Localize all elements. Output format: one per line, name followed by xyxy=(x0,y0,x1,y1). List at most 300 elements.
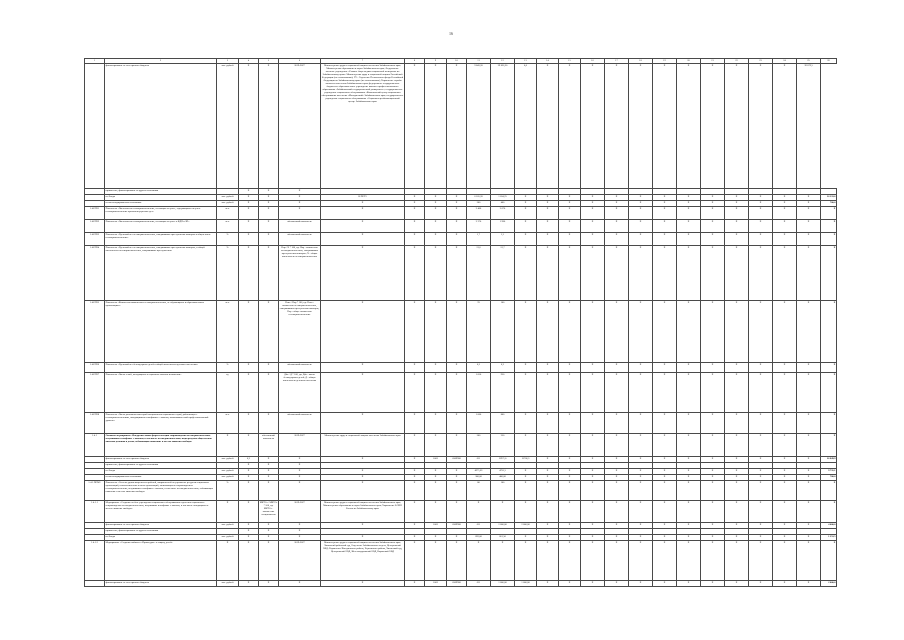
table-cell: Х xyxy=(559,195,581,201)
table-cell: Х xyxy=(425,246,447,301)
table-cell: Х xyxy=(559,535,581,541)
table-cell: 300 xyxy=(467,201,491,207)
table-cell: Х xyxy=(259,246,279,301)
table-cell: Х xyxy=(797,363,821,373)
table-cell: Х xyxy=(725,501,749,523)
table-cell: Х xyxy=(677,475,701,481)
table-cell: Х xyxy=(725,301,749,363)
table-cell: Х xyxy=(629,457,653,463)
table-cell xyxy=(85,64,105,189)
table-cell: Х xyxy=(581,195,605,201)
table-cell: Х xyxy=(321,201,405,207)
table-cell: привлечено, финансирование из других источников xyxy=(105,529,217,535)
table-cell: Х xyxy=(321,220,405,233)
table-cell: Х xyxy=(279,469,321,475)
table-cell: Х xyxy=(821,413,837,434)
table-cell: 250 xyxy=(491,434,515,457)
table-cell: Х xyxy=(773,581,797,587)
table-cell: Х xyxy=(515,233,537,246)
table-cell: Х xyxy=(537,481,559,501)
table-cell: Х xyxy=(239,189,259,195)
table-cell: Х xyxy=(629,535,653,541)
table-cell: Х xyxy=(515,195,537,201)
table-cell: Х xyxy=(515,220,537,233)
table-cell: Х xyxy=(653,457,677,463)
table-cell: 1 000 xyxy=(467,413,491,434)
table-cell: Х xyxy=(773,363,797,373)
table-cell: Х xyxy=(447,373,467,413)
table-cell: Х xyxy=(677,64,701,189)
table-cell: Х xyxy=(653,523,677,529)
table-cell: Х xyxy=(773,195,797,201)
table-cell: 800 xyxy=(491,413,515,434)
table-row xyxy=(85,413,837,434)
table-cell: Х xyxy=(447,301,467,363)
table-cell: 70 xyxy=(467,301,491,363)
column-number-cell: 20 xyxy=(677,59,701,64)
table-cell xyxy=(85,581,105,587)
table-cell: Х xyxy=(515,301,537,363)
program-table xyxy=(84,58,837,587)
column-number-cell: 15 xyxy=(559,59,581,64)
table-cell: финансирование за счет краевого бюджета xyxy=(105,457,217,463)
table-cell: Х xyxy=(701,207,725,220)
table-cell: Х xyxy=(405,434,425,457)
table-cell: Х xyxy=(677,413,701,434)
table-cell: 692,00 xyxy=(467,535,491,541)
table-cell: Х xyxy=(425,363,447,373)
table-cell: Х xyxy=(773,413,797,434)
table-cell: 2019-2027 xyxy=(279,64,321,189)
table-cell: Х xyxy=(797,469,821,475)
table-cell: Х xyxy=(515,481,537,501)
table-cell: Х xyxy=(629,195,653,201)
table-cell: 611 xyxy=(467,523,491,529)
table-cell: Х xyxy=(677,481,701,501)
table-cell: из Фонда xyxy=(105,195,217,201)
table-cell: Х xyxy=(259,233,279,246)
table-cell: Х xyxy=(653,233,677,246)
table-cell: Х xyxy=(725,233,749,246)
table-cell: Х xyxy=(605,535,629,541)
table-cell: Х xyxy=(279,189,321,195)
table-cell: Х xyxy=(821,220,837,233)
table-cell: Х xyxy=(701,469,725,475)
table-cell: Х xyxy=(725,195,749,201)
table-cell: Х xyxy=(467,541,491,581)
table-cell: Х xyxy=(797,475,821,481)
table-cell: Х xyxy=(773,523,797,529)
table-cell: тыс. рублей xyxy=(217,457,239,463)
table-cell: Х xyxy=(725,481,749,501)
table-cell: Х xyxy=(677,469,701,475)
table-cell: Х xyxy=(653,535,677,541)
table-cell: Х xyxy=(239,523,259,529)
table-row xyxy=(85,541,837,581)
table-cell: Х xyxy=(605,501,629,523)
table-cell: Х xyxy=(677,195,701,201)
table-cell: Х xyxy=(701,413,725,434)
table-cell: 1 000,00 xyxy=(491,581,515,587)
table-cell: чел. xyxy=(217,413,239,434)
table-cell: Х xyxy=(559,434,581,457)
table-cell: Х xyxy=(749,363,773,373)
table-cell: Х xyxy=(629,581,653,587)
table-row xyxy=(85,363,837,373)
column-number-cell: 1 xyxy=(85,59,105,64)
table-cell: Х xyxy=(677,201,701,207)
table-cell: Х xyxy=(701,535,725,541)
table-cell: Х xyxy=(749,501,773,523)
table-cell: 0309908 xyxy=(447,581,467,587)
table-cell: Х xyxy=(797,246,821,301)
table-cell: 2 070 xyxy=(491,207,515,220)
column-number-cell: 21 xyxy=(701,59,725,64)
table-cell: Х xyxy=(581,64,605,189)
table-row xyxy=(85,233,837,246)
table-cell: 16 133,6 xyxy=(821,195,837,201)
table-cell: Х xyxy=(425,434,447,457)
table-cell: Х xyxy=(821,246,837,301)
table-cell: 100 xyxy=(491,481,515,501)
table-cell: Х xyxy=(239,481,259,501)
table-cell: Х xyxy=(773,301,797,363)
table-cell: Х xyxy=(405,481,425,501)
table-cell: Х xyxy=(797,373,821,413)
table-cell: Х xyxy=(559,413,581,434)
table-cell: Х xyxy=(537,220,559,233)
table-cell: Х xyxy=(239,233,259,246)
table-cell: Х xyxy=(239,195,259,201)
table-cell: Х xyxy=(701,201,725,207)
table-cell: Х xyxy=(653,581,677,587)
table-cell: Х xyxy=(749,301,773,363)
table-cell: Х xyxy=(821,434,837,457)
table-cell: Х xyxy=(773,220,797,233)
table-cell: из Фонда xyxy=(105,535,217,541)
table-cell: Х xyxy=(259,189,279,195)
table-cell: ед. xyxy=(217,373,239,413)
table-cell: Х xyxy=(447,501,467,523)
table-cell: Х xyxy=(797,233,821,246)
table-cell: Х xyxy=(605,523,629,529)
table-cell: Х xyxy=(405,64,425,189)
table-cell: Х xyxy=(447,363,467,373)
column-number-cell: 13 xyxy=(515,59,537,64)
table-cell: Х xyxy=(749,581,773,587)
table-cell: Показатель «Количество выявленных несовершеннолетних, не обучающихся в образовательных организациях» xyxy=(105,301,217,363)
table-cell: 0309908 xyxy=(447,457,467,463)
table-cell: Х xyxy=(797,457,821,463)
table-cell: Х xyxy=(605,301,629,363)
table-cell: Х xyxy=(677,581,701,587)
table-cell: Х xyxy=(537,301,559,363)
table-cell: чел. xyxy=(217,301,239,363)
table-cell: Х xyxy=(605,373,629,413)
table-cell: Х xyxy=(425,201,447,207)
table-cell: Х xyxy=(821,301,837,363)
table-cell: Х xyxy=(725,457,749,463)
table-cell: Х xyxy=(605,581,629,587)
table-cell: Х xyxy=(629,469,653,475)
table-cell: Х xyxy=(653,195,677,201)
table-cell: финансирование за счет краевого бюджета xyxy=(105,581,217,587)
table-cell: Х xyxy=(321,246,405,301)
table-cell: Х xyxy=(629,301,653,363)
table-cell: Х xyxy=(653,201,677,207)
table-cell: 1 000,00 xyxy=(515,581,537,587)
table-cell: Х xyxy=(537,457,559,463)
table-cell: Х xyxy=(629,363,653,373)
table-cell: Х xyxy=(581,475,605,481)
table-cell: Х xyxy=(537,201,559,207)
table-cell: Х xyxy=(773,481,797,501)
table-cell: Х xyxy=(447,481,467,501)
table-cell: Х xyxy=(515,373,537,413)
table-cell: Х xyxy=(239,529,259,535)
table-cell: Х xyxy=(677,207,701,220)
table-cell: Х xyxy=(797,301,821,363)
table-cell: Х xyxy=(605,233,629,246)
table-row xyxy=(85,434,837,457)
table-cell: Х xyxy=(405,581,425,587)
table-cell: Х xyxy=(447,469,467,475)
table-cell: Х xyxy=(773,457,797,463)
table-cell: Х xyxy=(725,64,749,189)
column-number-cell: 6 xyxy=(279,59,321,64)
table-cell: Х xyxy=(629,220,653,233)
table-cell: Х xyxy=(559,246,581,301)
table-cell: Х xyxy=(405,501,425,523)
table-cell: 12971,0 xyxy=(491,457,515,463)
table-cell: Х xyxy=(239,246,259,301)
table-cell: Х xyxy=(749,195,773,201)
table-cell: % xyxy=(217,481,239,501)
table-cell: Х xyxy=(321,481,405,501)
table-cell: Х xyxy=(239,581,259,587)
table-cell: Х xyxy=(581,541,605,581)
table-cell: Х xyxy=(537,246,559,301)
column-number-cell: 8 xyxy=(405,59,425,64)
table-cell: Х xyxy=(259,457,279,463)
table-cell: Х xyxy=(581,469,605,475)
table-cell: Х xyxy=(467,501,491,523)
table-cell: 39 679,5 xyxy=(797,64,821,189)
table-cell: Х xyxy=(773,469,797,475)
table-cell: финансирование за счет краевого бюджета xyxy=(105,64,217,189)
table-cell: Х xyxy=(605,195,629,201)
table-cell: Х xyxy=(405,246,425,301)
table-cell: Х xyxy=(773,201,797,207)
table-cell: Х xyxy=(321,373,405,413)
table-cell: 2 000,00 xyxy=(515,523,537,529)
table-cell: Х xyxy=(537,469,559,475)
table-cell: Х xyxy=(581,434,605,457)
table-cell: Х xyxy=(653,413,677,434)
table-cell: Х xyxy=(629,233,653,246)
table-cell: 611 xyxy=(467,581,491,587)
table-cell: Х xyxy=(537,434,559,457)
table-cell: Х xyxy=(629,64,653,189)
table-cell: Х xyxy=(677,523,701,529)
table-cell: Х xyxy=(821,233,837,246)
table-cell: финансирование за счет краевого бюджета xyxy=(105,523,217,529)
table-cell: Х xyxy=(725,201,749,207)
table-cell: Х xyxy=(653,64,677,189)
table-cell: Х xyxy=(279,195,321,201)
column-number-cell: 11 xyxy=(467,59,491,64)
table-cell: Х xyxy=(605,469,629,475)
table-cell: Х xyxy=(447,64,467,189)
table-cell: 2 000,00 xyxy=(491,523,515,529)
table-cell: Х xyxy=(239,413,259,434)
column-number-cell: 18 xyxy=(629,59,653,64)
table-cell: Нпр / N * 100, где Нпр - количество несовершеннолетних, совершивших преступления повторно; N - общая численность несовершеннолетних xyxy=(279,246,321,301)
table-cell: Х xyxy=(447,207,467,220)
table-cell: Х xyxy=(749,373,773,413)
table-cell: 661,50 xyxy=(491,535,515,541)
table-cell: привлечено, финансирование из других источников xyxy=(105,189,217,195)
table-cell: 4975,63 xyxy=(467,469,491,475)
table-cell: Х xyxy=(259,541,279,581)
table-cell: 2 400 xyxy=(467,207,491,220)
table-cell: Х xyxy=(653,363,677,373)
table-cell: Нспо / Нчр * 100, где Нспо - количество несовершеннолетних, совершивших преступления повторно, Нчр - общее количество несовершеннолетних xyxy=(279,301,321,363)
table-cell: 2019-2027 xyxy=(279,541,321,581)
table-row xyxy=(85,501,837,523)
table-cell: Х xyxy=(653,301,677,363)
table-row xyxy=(85,246,837,301)
table-cell: Х xyxy=(797,220,821,233)
table-cell: Показатель «Численность несовершеннолетних, состоящих на учете, содержащихся на учете несовершеннолетних органов внутренних дел» xyxy=(105,207,217,220)
table-cell: Х xyxy=(259,363,279,373)
table-cell: Х xyxy=(259,373,279,413)
table-cell: Х xyxy=(559,207,581,220)
table-cell: тыс. рублей xyxy=(217,469,239,475)
table-cell: Х xyxy=(581,233,605,246)
table-cell: Х xyxy=(425,207,447,220)
table-cell: Х xyxy=(701,457,725,463)
table-cell: 1.4.ЕПЗ1 xyxy=(85,207,105,220)
column-number-cell: 22 xyxy=(725,59,749,64)
table-cell: Х xyxy=(581,481,605,501)
table-cell: Х xyxy=(239,207,259,220)
table-cell: 12,7 xyxy=(491,246,515,301)
table-cell: Х xyxy=(447,535,467,541)
table-cell: МКТСо / МКТСт * 100, где МКТСо - количество специалистов xyxy=(259,501,279,523)
table-cell: Х xyxy=(797,413,821,434)
table-cell: Х xyxy=(821,501,837,523)
table-cell: Х xyxy=(701,475,725,481)
table-cell: Х xyxy=(537,475,559,481)
page-number: 16 xyxy=(449,31,453,36)
column-number-cell: 25 xyxy=(797,59,821,64)
table-cell: Х xyxy=(279,475,321,481)
table-cell: Х xyxy=(725,434,749,457)
table-cell: Х xyxy=(701,523,725,529)
column-number-cell: 16 xyxy=(581,59,605,64)
table-cell: Х xyxy=(677,301,701,363)
table-cell: Х xyxy=(581,535,605,541)
table-cell: Х xyxy=(425,475,447,481)
table-cell: Х xyxy=(515,475,537,481)
table-cell: Х xyxy=(405,233,425,246)
table-cell: Показатель «Численность несовершеннолетних, состоящих на учете в КДН и ЗП» xyxy=(105,220,217,233)
table-cell: 1 353,5 xyxy=(821,535,837,541)
table-cell: Показатель «Удельный вес несовершеннолетних, совершивших преступления повторно, в общей численности несовершеннолетних, совершивших преступления» xyxy=(105,246,217,301)
table-cell: тыс. рублей xyxy=(217,475,239,481)
table-cell: 700,0 xyxy=(821,201,837,207)
table-cell: Х xyxy=(447,413,467,434)
table-cell: Х xyxy=(279,207,321,220)
table-cell: Х xyxy=(259,220,279,233)
table-row xyxy=(85,581,837,587)
table-cell: Х xyxy=(239,463,259,469)
table-cell: Х xyxy=(559,481,581,501)
table-cell: Х xyxy=(629,201,653,207)
table-cell: Х xyxy=(749,535,773,541)
table-cell: Х xyxy=(749,523,773,529)
table-cell: 300,00 xyxy=(467,475,491,481)
table-cell: Х xyxy=(581,413,605,434)
table-cell: Х xyxy=(491,501,515,523)
table-cell: Х xyxy=(581,581,605,587)
table-cell: Х xyxy=(677,535,701,541)
table-cell: Х xyxy=(701,373,725,413)
table-cell: Министерство труда и социальной защиты населения Забайкальского края; Министерство образования и науки Забайкальского края; Федеральное казенное учреждение «Главное бюро медико-социальной экспертизы по Забайкальскому краю» Министерства труда и социальной защиты Российской Федерации (по согласованию); ГУ - Отделение Пенсионного фонда Российской Федерации по Забайкальскому краю (по согласованию); Управление службы занятости населения Забайкальского края; федеральное государственное бюджетное образовательное учреждение высшего профессионального образования «Забайкальский государственный университет»; государственное учреждение социального обслуживания «Комплексный центр социального обслуживания населения «Ингодинский» Забайкальского края; государственное учреждение социального обслуживания «Социально-реабилитационный центр» Забайкальского края xyxy=(321,64,405,189)
table-cell: Х xyxy=(701,481,725,501)
table-cell: 1.4.1.1 xyxy=(85,501,105,523)
table-cell: Х xyxy=(405,207,425,220)
table-cell: Х xyxy=(405,220,425,233)
table-cell: Х xyxy=(239,363,259,373)
table-cell: Х xyxy=(701,195,725,201)
table-cell: Х xyxy=(773,541,797,581)
table-cell: Х xyxy=(321,469,405,475)
table-cell: Х xyxy=(515,413,537,434)
table-cell: Х xyxy=(321,581,405,587)
table-cell: Х xyxy=(405,469,425,475)
column-number-cell: 24 xyxy=(773,59,797,64)
table-cell: Х xyxy=(725,475,749,481)
table-cell: Мероприятие «Создание кабинета «Правосудие» в защиту детей» xyxy=(105,541,217,581)
table-cell: Х xyxy=(559,501,581,523)
table-cell: Х xyxy=(749,469,773,475)
table-cell: Х xyxy=(725,363,749,373)
table-cell: Х xyxy=(239,220,259,233)
column-number-cell: 10 xyxy=(447,59,467,64)
table-cell: Х xyxy=(749,413,773,434)
table-cell: абсолютный показатель xyxy=(279,363,321,373)
table-row xyxy=(85,481,837,501)
table-cell: Х xyxy=(749,541,773,581)
table-cell: Х xyxy=(447,475,467,481)
table-cell: Основное мероприятие «Внедрение новых форм и методик сопровождения несовершеннолетних, вступивших в конфликт с законом, в том числе несовершеннолетних, подвергнутых общественно опасным деяниям и детям, отбывающих наказание в местах лишения свободы» xyxy=(105,434,217,457)
table-cell: Министерство труда и социальной защиты населения Забайкальского края; Читинский районный суд, Отделение Забайкальского отдела, Центральный ОВД; Управление Ингодинского района, Черновского района, Читинский суд, Центральный ОВД, Железнодорожный ОВД, Кировский ОВД xyxy=(321,541,405,581)
table-cell: 1.4.ЕПЗ5 xyxy=(85,301,105,363)
table-cell: Х xyxy=(749,207,773,220)
table-cell: Х xyxy=(677,541,701,581)
table-cell: Х xyxy=(425,233,447,246)
table-cell: Х xyxy=(701,363,725,373)
table-cell: 2019-2027 xyxy=(279,501,321,523)
table-cell: Х xyxy=(749,457,773,463)
table-cell: Х xyxy=(725,541,749,581)
table-cell: 400 xyxy=(491,201,515,207)
column-number-cell: 14 xyxy=(537,59,559,64)
table-cell: Х xyxy=(797,434,821,457)
table-cell: Х xyxy=(581,201,605,207)
